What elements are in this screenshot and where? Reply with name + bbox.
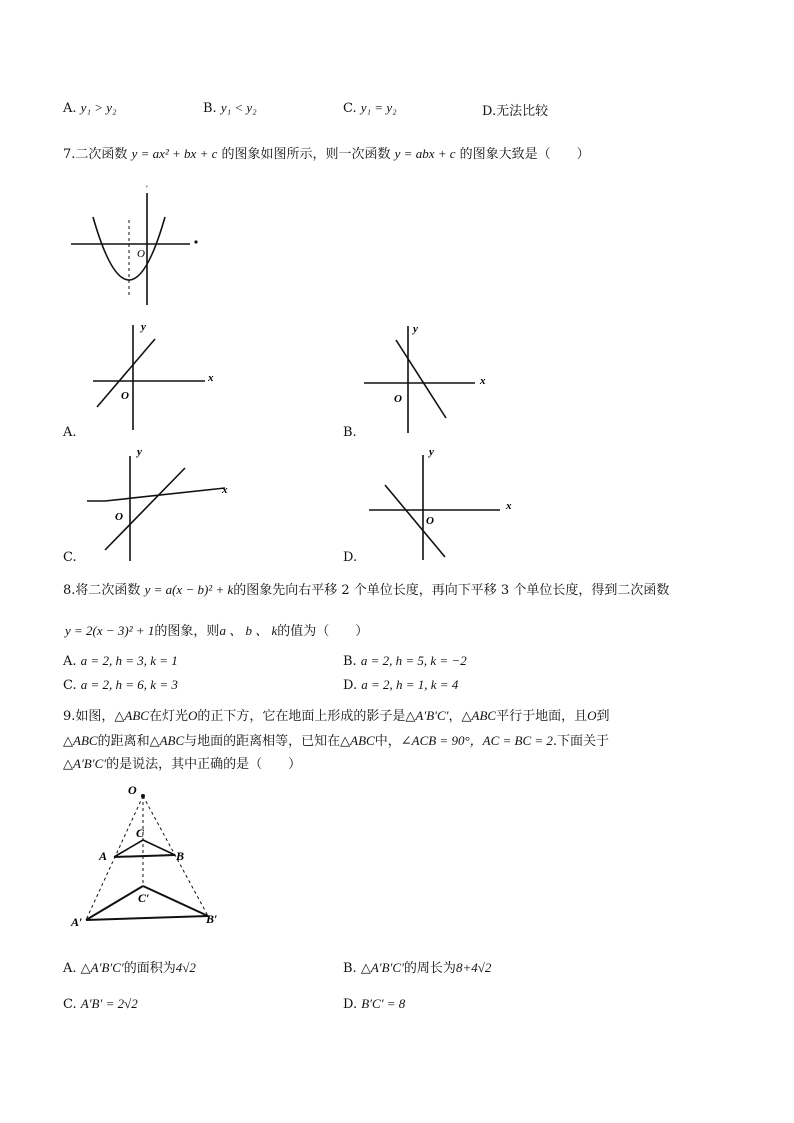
- origin-label: O: [121, 390, 129, 402]
- q7-option-c[interactable]: C.: [63, 550, 77, 565]
- x-axis-label: x: [506, 500, 512, 512]
- q8-option-d[interactable]: D. a = 2, h = 1, k = 4: [343, 677, 459, 693]
- q7-option-b-graph: [360, 318, 500, 438]
- q7-option-d-graph: [365, 445, 525, 565]
- origin-label: O: [394, 393, 402, 405]
- y-axis-label: y: [413, 323, 418, 335]
- q7-option-d[interactable]: D.: [343, 550, 358, 565]
- q8-stem-line1: 8.将二次函数 y = a(x − b)² + k的图象先向右平移 2 个单位长度，再向下平移 3 个单位长度，得到二次函数: [63, 582, 670, 598]
- q8-option-c[interactable]: C. a = 2, h = 6, k = 3: [63, 677, 178, 693]
- q8-option-b[interactable]: B. a = 2, h = 5, k = −2: [343, 653, 467, 669]
- q9-option-a[interactable]: A. △A′B′C′的面积为4√2: [63, 960, 196, 976]
- q7-option-b[interactable]: B.: [343, 425, 357, 440]
- q7-parabola-figure: [65, 185, 215, 310]
- q9-stem-line1: 9.如图，△ABC在灯光O的正下方，它在地面上形成的影子是△A′B′C′，△ABC平行于地面，且O到: [63, 708, 610, 724]
- origin-label: O: [137, 248, 145, 260]
- question-number: 7.: [63, 147, 76, 162]
- option-expr: y₁ > y₂: [80, 100, 117, 115]
- x-axis-label: x: [222, 484, 228, 496]
- option-text: 无法比较: [496, 104, 549, 119]
- q7-option-a[interactable]: A.: [63, 425, 77, 440]
- q9-option-d[interactable]: D. B′C′ = 8: [343, 996, 406, 1012]
- q6-option-c[interactable]: [343, 100, 397, 116]
- x-axis-label: x: [208, 372, 214, 384]
- q9-option-c[interactable]: C. A′B′ = 2√2: [63, 996, 138, 1012]
- q9-light-triangle-figure: [68, 782, 238, 932]
- origin-label: O: [115, 511, 123, 523]
- point-c-prime-label: C′: [138, 891, 150, 905]
- y-axis-label: y: [429, 446, 434, 458]
- point-o-label: O: [128, 783, 137, 797]
- point-b-label: B: [176, 849, 185, 863]
- question-number: 8.: [63, 583, 76, 598]
- point-c-label: C: [136, 826, 145, 840]
- option-label: A.: [63, 101, 77, 116]
- point-a-prime-label: A′: [71, 915, 83, 929]
- point-a-label: A: [99, 849, 108, 863]
- q7-option-c-graph: [85, 446, 235, 566]
- q7-option-a-graph: [85, 315, 225, 435]
- origin-label: O: [426, 515, 434, 527]
- option-expr: y₁ = y₂: [360, 100, 397, 115]
- option-label: D.: [482, 104, 497, 119]
- q9-option-b[interactable]: B. △A′B′C′的周长为8+4√2: [343, 960, 492, 976]
- svg-text:′: ′: [146, 185, 148, 194]
- q6-option-b[interactable]: [203, 100, 257, 116]
- y-axis-label: y: [137, 446, 142, 458]
- q6-option-a[interactable]: [63, 100, 117, 116]
- question-number: 9.: [63, 709, 76, 724]
- q6-option-d[interactable]: [482, 100, 548, 119]
- option-label: B.: [203, 101, 217, 116]
- option-expr: y₁ < y₂: [220, 100, 257, 115]
- y-axis-label: y: [141, 321, 146, 333]
- q8-option-a[interactable]: A. a = 2, h = 3, k = 1: [63, 653, 178, 669]
- x-axis-label: x: [480, 375, 486, 387]
- q9-stem-line3: △A′B′C′的是说法，其中正确的是（ ）: [63, 756, 302, 772]
- q8-stem-line2: y = 2(x − 3)² + 1的图象，则a 、 b 、 k的值为（ ）: [65, 623, 369, 639]
- point-b-prime-label: B′: [206, 912, 218, 926]
- option-label: C.: [343, 101, 357, 116]
- q7-stem: 7.二次函数 y = ax² + bx + c 的图象如图所示，则一次函数 y = abx + c 的图象大致是（ ）: [63, 146, 590, 162]
- q9-stem-line2: △ABC的距离和△ABC与地面的距离相等，已知在△ABC中，∠ACB = 90°，AC = BC = 2.下面关于: [63, 733, 610, 749]
